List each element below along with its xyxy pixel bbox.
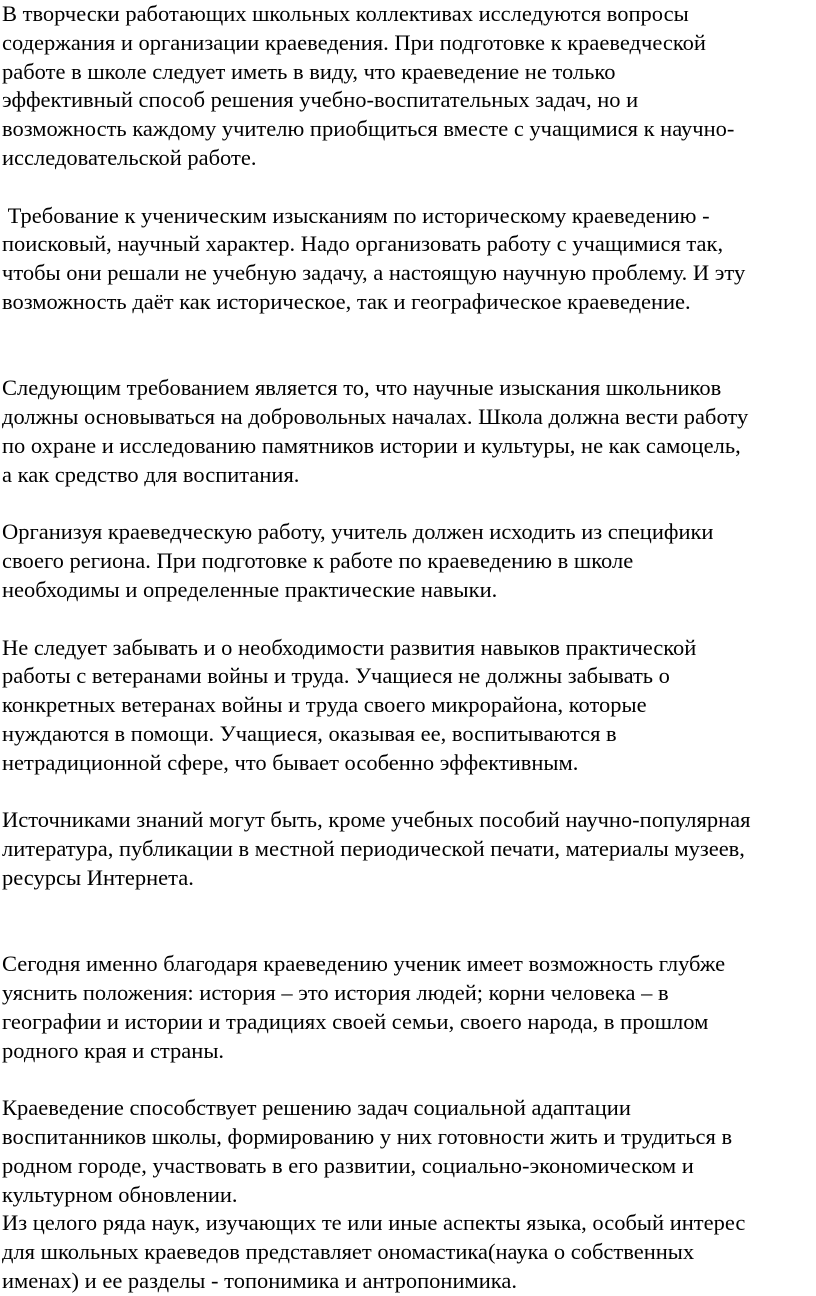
text-line: Источниками знаний могут быть, кроме учебных пособий научно-популярная (2, 807, 751, 833)
paragraph-spacer (2, 317, 816, 346)
paragraph-spacer (2, 778, 816, 807)
text-line: именах) и ее разделы - топонимика и антропонимика. (2, 1268, 517, 1294)
text-line: работы с ветеранами войны и труда. Учащиеся не должны забывать о (2, 663, 670, 689)
text-line: культурном обновлении. (2, 1181, 238, 1207)
text-line: возможность каждому учителю приобщиться вместе с учащимися к научно- (2, 116, 735, 142)
paragraph-spacer (2, 922, 816, 951)
paragraph-spacer (2, 893, 816, 922)
text-line: конкретных ветеранах войны и труда своего микрорайона, которые (2, 692, 647, 718)
text-line: по охране и исследованию памятников истории и культуры, не как самоцель, (2, 432, 741, 458)
text-line: своего региона. При подготовке к работе по краеведению в школе (2, 548, 634, 574)
text-line: Не следует забывать и о необходимости развития навыков практической (2, 634, 697, 660)
text-line: для школьных краеведов представляет ономастика(наука о собственных (2, 1239, 695, 1265)
text-line: нетрадиционной сфере, что бывает особенно эффективным. (2, 749, 579, 775)
paragraph-spacer (2, 1065, 816, 1094)
text-line: воспитанников школы, формированию у них готовности жить и трудиться в (2, 1124, 733, 1150)
paragraph-spacer (2, 605, 816, 634)
paragraph-7 (2, 950, 816, 1065)
paragraph-2 (2, 202, 816, 317)
text-line: Требование к ученическим изысканиям по историческому краеведению - (2, 202, 710, 228)
text-line: чтобы они решали не учебную задачу, а настоящую научную проблему. И эту (2, 260, 746, 286)
paragraph-3 (2, 374, 816, 489)
text-line: работе в школе следует иметь в виду, что краеведение не только (2, 58, 616, 84)
text-line: поисковый, научный характер. Надо организовать работу с учащимися так, (2, 231, 724, 257)
paragraph-5 (2, 634, 816, 778)
text-line: исследовательской работе. (2, 144, 257, 170)
paragraph-6 (2, 806, 816, 892)
text-line: Сегодня именно благодаря краеведению ученик имеет возможность глубже (2, 951, 726, 977)
document-page (2, 0, 816, 1296)
text-line: нуждаются в помощи. Учащиеся, оказывая ее, воспитываются в (2, 720, 617, 746)
text-line: литература, публикации в местной периодической печати, материалы музеев, (2, 836, 745, 862)
text-line: а как средство для воспитания. (2, 461, 300, 487)
paragraph-spacer (2, 173, 816, 202)
paragraph-spacer (2, 490, 816, 519)
text-line: должны основываться на добровольных началах. Школа должна вести работу (2, 404, 749, 430)
text-line: возможность даёт как историческое, так и географическое краеведение. (2, 288, 691, 314)
text-line: родном городе, участвовать в его развитии, социально-экономическом и (2, 1152, 694, 1178)
text-line: географии и истории и традициях своей семьи, своего народа, в прошлом (2, 1008, 709, 1034)
paragraph-4 (2, 518, 816, 604)
text-line: уяснить положения: история – это история людей; корни человека – в (2, 980, 669, 1006)
text-line: Следующим требованием является то, что научные изыскания школьников (2, 375, 722, 401)
text-line: необходимы и определенные практические навыки. (2, 576, 498, 602)
text-line: Организуя краеведческую работу, учитель должен исходить из специфики (2, 519, 714, 545)
text-line: эффективный способ решения учебно-воспитательных задач, но и (2, 87, 639, 113)
text-line: Из целого ряда наук, изучающих те или иные аспекты языка, особый интерес (2, 1210, 746, 1236)
text-line: Краеведение способствует решению задач социальной адаптации (2, 1095, 631, 1121)
paragraph-spacer (2, 346, 816, 375)
text-line: родного края и страны. (2, 1037, 225, 1063)
paragraph-1 (2, 0, 816, 173)
text-line: ресурсы Интернета. (2, 864, 194, 890)
text-line: В творчески работающих школьных коллективах исследуются вопросы (2, 1, 689, 26)
text-line: содержания и организации краеведения. При подготовке к краеведческой (2, 29, 706, 55)
